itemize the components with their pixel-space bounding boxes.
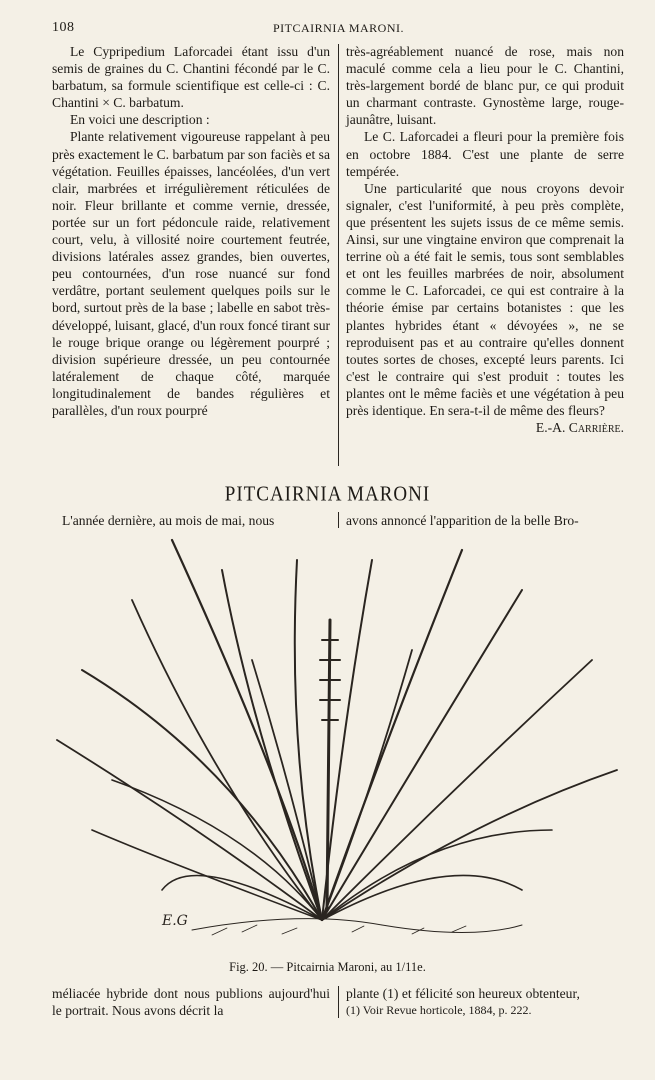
page-header: [52, 20, 625, 38]
footnote: (1) Voir Revue horticole, 1884, p. 222.: [346, 1003, 532, 1017]
paragraph: Une particularité que nous croyons devoir signaler, c'est l'uniformité, à peu près complète, que présentent les sujets issus de ce même semis. Ainsi, sur une vingtaine environ que comprenait la terrine où a été fait le semis, tous sont semblables et ont les feuilles marbrées de noir, absolument comme le C. Laforcadei, ce qui est contraire à la théorie émise par certains botanistes : que les plantes hybrides étant « dévoyées », ne se reproduisent pas et au contraire qu'elles donnent toutes sortes de choses, excepté leurs parents. Ici c'est le contraire qui s'est produit : toutes les plantes ont le même faciès et une végétation à peu près identique. En sera-t-il de même des fleurs?: [346, 180, 624, 418]
intro-left: L'année dernière, au mois de mai, nous: [62, 513, 275, 528]
figure-caption: Fig. 20. — Pitcairnia Maroni, au 1/11e.: [229, 960, 426, 974]
bottom-right-text: plante (1) et félicité son heureux obtenteur,: [346, 986, 580, 1001]
bottom-right-column: [346, 985, 624, 1019]
bottom-left-text: méliacée hybride dont nous publions aujourd'hui le portrait. Nous avons décrit la: [52, 986, 330, 1018]
paragraph: Plante relativement vigoureuse rappelant à peu près exactement le C. barbatum par son faciès et sa végétation. Feuilles épaisses, lancéolées, d'un vert clair, marbrées et irrégulièrement réticulées de noir. Fleur brillante et comme vernie, dressée, portée sur un fort pédoncule raide, relativement court, velu, à villosité noire courtement feutrée, divisions latérales assez grandes, bien ouvertes, peu contournées, d'un rose nuancé sur fond verdâtre, portant seulement quelques poils sur le bord, surtout près de la base ; labelle en sabot très-développé, luisant, glacé, d'un roux foncé tirant sur le rouge brique orange ou légèrement pourpré ; division supérieure dressée, un peu contournée latéralement de chaque côté, marquée longitudinalement de bandes régulières et parallèles, d'un roux pourpré: [52, 129, 331, 418]
paragraph: En voici une description :: [70, 112, 210, 128]
page-number: 108: [52, 20, 75, 35]
signature: E.-A. Carrière.: [535, 420, 624, 436]
paragraph: Le Cypripedium Laforcadei étant issu d'un semis de graines du C. Chantini fécondé par le C. barbatum, sa formule scientifique est celle-ci : C. Chantini × C. barbatum.: [52, 44, 330, 111]
pitcairnia-engraving: [52, 530, 624, 958]
column-divider: [338, 44, 339, 466]
section-title: PITCAIRNIA MARONI: [224, 482, 431, 506]
column-divider: [338, 986, 339, 1018]
column-divider: [338, 512, 339, 528]
paragraph: Le C. Laforcadei a fleuri pour la première fois en octobre 1884. C'est une plante de serre tempérée.: [346, 129, 624, 179]
paragraph: très-agréablement nuancé de rose, mais non maculé comme cela a lieu pour le C. Chantini, très-largement bordé de blanc pur, ce qui produit un charmant contraste. Gynostème large, rouge-jaunâtre, luisant.: [346, 44, 624, 128]
intro-right: avons annoncé l'apparition de la belle Bro-: [346, 513, 579, 528]
right-column: [346, 43, 624, 436]
plant-illustration: [52, 530, 624, 958]
artist-mark: E.G: [162, 913, 188, 929]
left-column: [52, 43, 330, 419]
running-title: PITCAIRNIA MARONI.: [272, 21, 404, 35]
